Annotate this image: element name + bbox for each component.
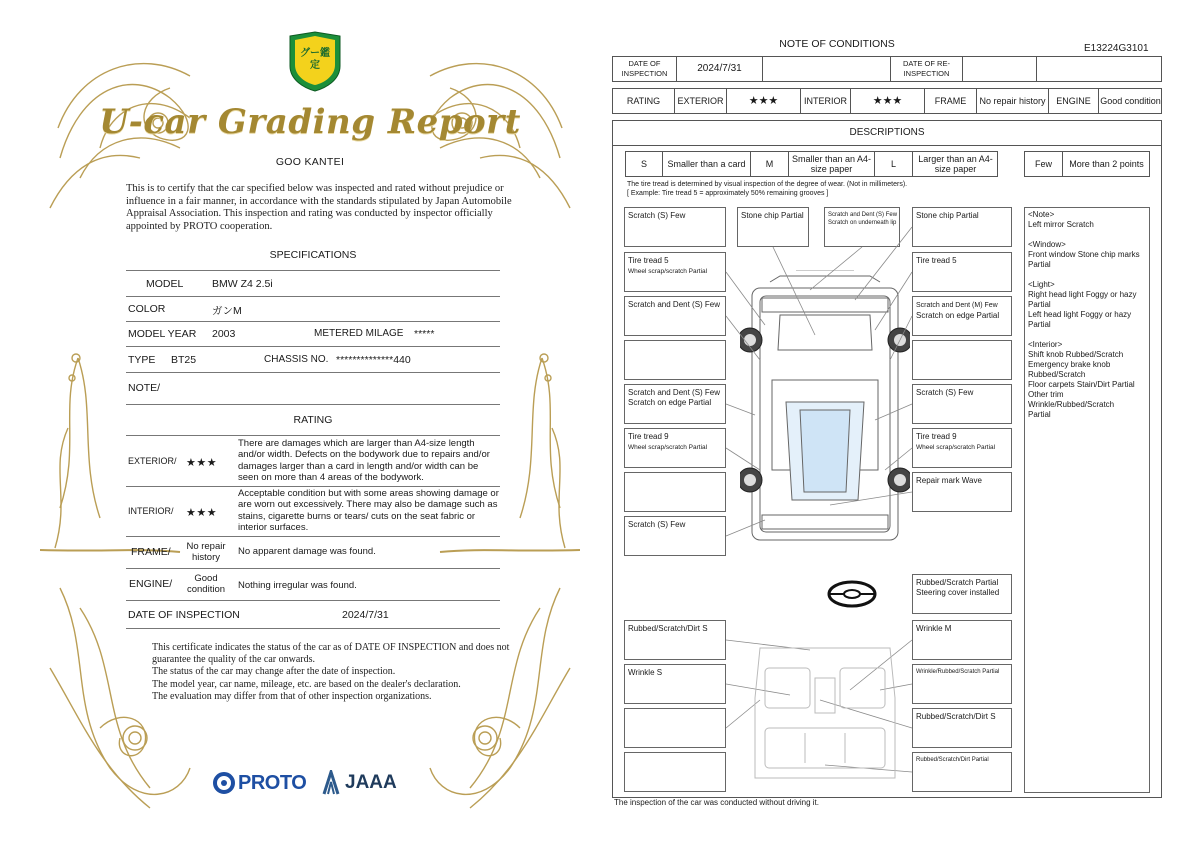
note-group-heading: <Window> xyxy=(1028,240,1066,249)
tire-example: [ Example: Tire tread 5 = approximately 50% remaining grooves ] xyxy=(627,190,829,197)
descriptions-heading: DESCRIPTIONS xyxy=(849,127,925,138)
note-line: Other trim xyxy=(1028,390,1064,399)
footer-line: The evaluation may differ from that of other inspection organizations. xyxy=(152,690,432,702)
frame-value: No repair history xyxy=(186,541,226,563)
note-line: Shift knob Rubbed/Scratch xyxy=(1028,350,1124,359)
notes-content xyxy=(1028,210,1148,430)
frame-value: No repair history xyxy=(979,96,1046,106)
footer-line: This certificate indicates the status of the car as of DATE OF INSPECTION and does not guarantee the quality of the car onwards. xyxy=(152,642,510,666)
legend-l-desc: Larger than an A4-size paper xyxy=(918,154,993,174)
engine-value: Good condition xyxy=(1100,96,1161,106)
specifications-heading: SPECIFICATIONS xyxy=(269,249,357,261)
annotation-box-empty xyxy=(912,340,1012,380)
annotation-text: Scratch (S) Few xyxy=(628,211,686,220)
annotation-box xyxy=(912,664,1012,704)
date-of-inspection-value: 2024/7/31 xyxy=(697,63,742,74)
engine-label: ENGINE xyxy=(1056,96,1091,106)
engine-label: ENGINE/ xyxy=(129,578,173,590)
noc-footer: The inspection of the car was conducted without driving it. xyxy=(614,798,819,807)
annotation-box xyxy=(912,252,1012,292)
annotation-box xyxy=(912,752,1012,792)
legend-few: Few xyxy=(1034,159,1052,169)
note-line: Wrinkle/Rubbed/Scratch xyxy=(1028,400,1115,409)
annotation-box xyxy=(912,574,1012,614)
note-group-heading: <Note> xyxy=(1028,210,1055,219)
note-line: Partial xyxy=(1028,410,1051,419)
steering-wheel-icon xyxy=(826,580,878,608)
proto-logo xyxy=(212,770,306,796)
annotation-text: Rubbed/Scratch/Dirt Partial xyxy=(916,757,989,763)
note-line: Right head light Foggy or hazy xyxy=(1028,290,1137,299)
legend-m-desc: Smaller than an A4-size paper xyxy=(791,154,872,174)
note-line: Partial xyxy=(1028,300,1051,309)
note-line: Rubbed/Scratch xyxy=(1028,370,1086,379)
annotation-text: Scratch (S) Few xyxy=(916,388,974,397)
annotation-box xyxy=(624,207,726,247)
annotation-text: Scratch and Dent (S) Few Scratch on underneath lip xyxy=(828,212,898,226)
note-group xyxy=(1028,240,1148,270)
annotation-box xyxy=(912,384,1012,424)
annotation-text: Scratch (S) Few xyxy=(628,520,686,529)
color-label: COLOR xyxy=(128,303,166,315)
date-of-inspection-label: DATE OF INSPECTION xyxy=(621,59,668,78)
annotation-box-empty xyxy=(624,752,726,792)
certificate-subtitle: GOO KANTEI xyxy=(275,156,345,168)
certificate-footer xyxy=(152,642,512,703)
rating-label: RATING xyxy=(626,96,661,106)
annotation-text: Wrinkle M xyxy=(916,624,952,633)
annotation-box xyxy=(624,620,726,660)
annotation-text: Tire tread 5 Wheel scrap/scratch Partial xyxy=(628,256,708,275)
date-of-inspection-value: 2024/7/31 xyxy=(342,609,389,621)
chassis-label: CHASSIS NO. xyxy=(264,354,329,365)
annotation-box xyxy=(624,384,726,424)
exterior-stars: ★★★ xyxy=(186,457,218,469)
legend-s: S xyxy=(640,159,647,169)
interior-stars: ★★★ xyxy=(872,95,903,107)
annotation-text: Rubbed/Scratch Partial Steering cover installed xyxy=(916,578,1000,597)
annotation-box-empty xyxy=(624,340,726,380)
exterior-description: There are damages which are larger than A4-size length and/or width. Defects on the bodywork due to repairs and/or damages larger than a card in length and/or width can be seen on more than 4 areas of the bodywork. xyxy=(238,438,490,484)
annotation-text: Wrinkle S xyxy=(628,668,663,677)
note-group xyxy=(1028,210,1148,230)
jaaa-mark-icon xyxy=(320,770,342,796)
note-line: Partial xyxy=(1028,260,1051,269)
noc-title: NOTE OF CONDITIONS xyxy=(779,38,895,50)
note-line: Emergency brake knob xyxy=(1028,360,1111,369)
grading-certificate xyxy=(40,28,580,818)
date-of-reinspection-label: DATE OF RE-INSPECTION xyxy=(903,59,950,78)
frame-label: FRAME xyxy=(934,96,967,106)
footer-line: The status of the car may change after the date of inspection. xyxy=(152,666,396,678)
note-group-heading: <Interior> xyxy=(1028,340,1063,349)
annotation-text: Repair mark Wave xyxy=(916,476,982,485)
annotation-text: Rubbed/Scratch/Dirt S xyxy=(916,712,996,721)
car-top-view-diagram xyxy=(740,270,910,550)
engine-description: Nothing irregular was found. xyxy=(238,580,357,591)
metered-milage-value: ***** xyxy=(414,328,435,340)
engine-value: Good condition xyxy=(186,573,226,595)
interior-label: INTERIOR xyxy=(803,96,847,106)
jaaa-logo xyxy=(320,770,397,796)
annotation-text: Scratch and Dent (S) Few xyxy=(628,300,721,309)
model-year-value: 2003 xyxy=(212,328,236,340)
annotation-box xyxy=(912,296,1012,336)
annotation-box xyxy=(624,296,726,336)
frame-description: No apparent damage was found. xyxy=(238,546,376,557)
annotation-text: Scratch and Dent (S) Few Scratch on edge Partial xyxy=(628,388,721,407)
rating-heading: RATING xyxy=(293,414,333,426)
interior-stars: ★★★ xyxy=(186,507,218,519)
annotation-box xyxy=(912,428,1012,468)
metered-milage-label: METERED MILAGE xyxy=(314,328,404,339)
annotation-box xyxy=(624,428,726,468)
proto-logo-text: PROTO xyxy=(238,771,307,794)
note-group xyxy=(1028,280,1148,330)
annotation-box xyxy=(624,252,726,292)
proto-mark-icon xyxy=(212,771,236,795)
model-label: MODEL xyxy=(146,278,184,290)
certificate-intro: This is to certify that the car specified below was inspected and rated without prejudice or influence in a fair manner, in accordance with the standards stipulated by Japan Automobile Appraisal Association. This inspection and rating was conducted by inspector officially appointed by PROTO cooperation. xyxy=(126,183,512,232)
annotation-text: Tire tread 9 Wheel scrap/scratch Partial xyxy=(916,432,996,451)
note-line: Left head light Foggy or hazy xyxy=(1028,310,1132,319)
legend-s-desc: Smaller than a card xyxy=(667,159,746,169)
type-label: TYPE xyxy=(128,354,156,366)
note-line: Left mirror Scratch xyxy=(1028,220,1094,229)
exterior-label: EXTERIOR/ xyxy=(128,456,177,466)
note-group-heading: <Light> xyxy=(1028,280,1055,289)
annotation-box-empty xyxy=(624,708,726,748)
interior-label: INTERIOR/ xyxy=(128,506,174,516)
note-line: Floor carpets Stain/Dirt Partial xyxy=(1028,380,1135,389)
annotation-box xyxy=(912,207,1012,247)
legend-l: L xyxy=(890,159,896,169)
annotation-text: Scratch and Dent (M) Few Scratch on edge Partial xyxy=(916,302,1000,320)
doc-id: E13224G3101 xyxy=(1084,43,1149,54)
exterior-stars: ★★★ xyxy=(748,95,779,107)
annotation-text: Wrinkle/Rubbed/Scratch Partial xyxy=(916,669,1000,675)
annotation-box xyxy=(737,207,809,247)
annotation-box xyxy=(624,664,726,704)
note-label: NOTE/ xyxy=(128,382,161,394)
car-interior-diagram xyxy=(750,638,900,788)
chassis-value: **************440 xyxy=(336,354,411,366)
badge-text: グー鑑定 xyxy=(300,48,330,71)
jaaa-logo-text: JAAA xyxy=(345,772,397,793)
note-of-conditions xyxy=(600,0,1200,848)
note-group xyxy=(1028,340,1148,420)
annotation-box-empty xyxy=(624,472,726,512)
annotation-text: Stone chip Partial xyxy=(916,211,979,220)
exterior-label: EXTERIOR xyxy=(677,96,724,106)
annotation-text: Tire tread 5 xyxy=(916,256,957,265)
annotation-box xyxy=(912,620,1012,660)
annotation-text: Stone chip Partial xyxy=(741,211,804,220)
tire-note: The tire tread is determined by visual inspection of the degree of wear. (Not in millimeters). xyxy=(627,181,908,188)
note-line: Partial xyxy=(1028,320,1051,329)
certificate-title: U-car Grading Report xyxy=(99,102,521,142)
annotation-box xyxy=(912,708,1012,748)
legend-m: M xyxy=(765,159,774,169)
note-line: Front window Stone chip marks xyxy=(1028,250,1140,259)
color-value: ガンM xyxy=(212,305,242,317)
annotation-box xyxy=(824,207,900,247)
legend-few-desc: More than 2 points xyxy=(1069,159,1144,169)
interior-description: Acceptable condition but with some areas showing damage or are worn out excessively. There may also be damage such as stains, cigarette burns or tears/ cuts on the seat fabric or interior surfaces. xyxy=(238,488,499,534)
date-of-inspection-label: DATE OF INSPECTION xyxy=(128,609,240,621)
type-value: BT25 xyxy=(171,354,197,366)
annotation-box xyxy=(912,472,1012,512)
annotation-text: Rubbed/Scratch/Dirt S xyxy=(628,624,708,633)
annotation-box xyxy=(624,516,726,556)
footer-line: The model year, car name, mileage, etc. are based on the dealer's declaration. xyxy=(152,678,461,690)
annotation-text: Tire tread 9 Wheel scrap/scratch Partial xyxy=(628,432,708,451)
model-value: BMW Z4 2.5i xyxy=(212,278,273,290)
model-year-label: MODEL YEAR xyxy=(128,328,197,340)
frame-label: FRAME/ xyxy=(131,546,171,558)
goo-kantei-badge xyxy=(286,30,344,92)
